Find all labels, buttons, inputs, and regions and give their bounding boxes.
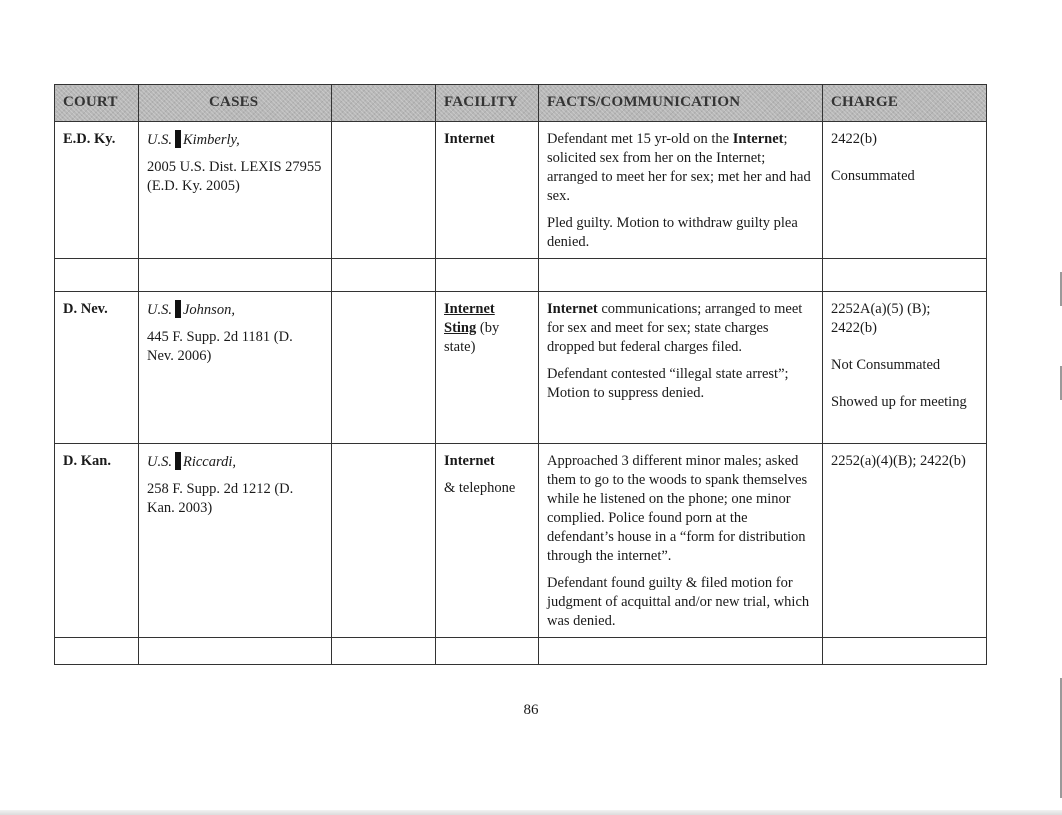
court-cell: D. Kan. xyxy=(55,444,139,638)
case-cell xyxy=(139,292,332,444)
facility-cell: Internet xyxy=(436,122,539,259)
blank-cell xyxy=(332,292,436,444)
facility-cell: Internet Sting (by state) xyxy=(436,292,539,444)
charge-cell: 2252A(a)(5) (B); 2422(b) Not Consummated Showed up for meeting xyxy=(823,292,987,444)
header-court: COURT xyxy=(55,85,139,122)
facts-cell xyxy=(539,292,823,444)
header-charge: CHARGE xyxy=(823,85,987,122)
table-header-row xyxy=(55,85,987,122)
header-blank xyxy=(332,85,436,122)
case-cell xyxy=(139,444,332,638)
redaction-mark xyxy=(175,300,181,318)
case-citation: 2005 U.S. Dist. LEXIS 27955 (E.D. Ky. 2005) xyxy=(147,159,322,194)
case-cell xyxy=(139,122,332,259)
empty-row xyxy=(55,638,987,665)
facility-cell: Internet & telephone xyxy=(436,444,539,638)
charge-cell: 2422(b) Consummated xyxy=(823,122,987,259)
table-row xyxy=(55,444,987,638)
charge-cell: 2252(a)(4)(B); 2422(b) xyxy=(823,444,987,638)
facts-paragraph: Pled guilty. Motion to withdraw guilty plea denied. xyxy=(547,215,798,250)
header-cases: CASES xyxy=(139,85,332,122)
redaction-mark xyxy=(175,130,181,148)
table-row xyxy=(55,292,987,444)
page-number: 86 xyxy=(523,702,539,718)
case-name: U.S. Riccardi, xyxy=(147,454,236,470)
blank-cell xyxy=(332,444,436,638)
empty-row xyxy=(55,259,987,292)
facts-paragraph: Internet communications; arranged to meet for sex and meet for sex; state charges dropped but federal charges filed. xyxy=(547,301,803,355)
court-cell: E.D. Ky. xyxy=(55,122,139,259)
case-name: U.S. Johnson, xyxy=(147,302,235,318)
blank-cell xyxy=(332,122,436,259)
facts-paragraph: Defendant met 15 yr-old on the Internet; solicited sex from her on the Internet; arranged to meet her for sex; met her and had sex. xyxy=(547,131,811,204)
case-name: U.S. Kimberly, xyxy=(147,132,240,148)
facts-paragraph: Defendant contested “illegal state arrest”; Motion to suppress denied. xyxy=(547,366,789,401)
table-row xyxy=(55,122,987,259)
court-cell: D. Nev. xyxy=(55,292,139,444)
facts-cell xyxy=(539,122,823,259)
facts-paragraph: Defendant found guilty & filed motion for judgment of acquittal and/or new trial, which was denied. xyxy=(547,575,810,629)
facts-paragraph: Approached 3 different minor males; asked them to go to the woods to spank themselves while he listened on the phone; one minor complied. Police found porn at the defendant’s house in a “form for distribution through the internet”. xyxy=(547,453,808,564)
case-citation: 258 F. Supp. 2d 1212 (D. Kan. 2003) xyxy=(147,481,294,516)
header-facility: FACILITY xyxy=(436,85,539,122)
case-table xyxy=(54,84,987,665)
header-facts: FACTS/COMMUNICATION xyxy=(539,85,823,122)
facts-cell xyxy=(539,444,823,638)
case-citation: 445 F. Supp. 2d 1181 (D. Nev. 2006) xyxy=(147,329,293,364)
redaction-mark xyxy=(175,452,181,470)
